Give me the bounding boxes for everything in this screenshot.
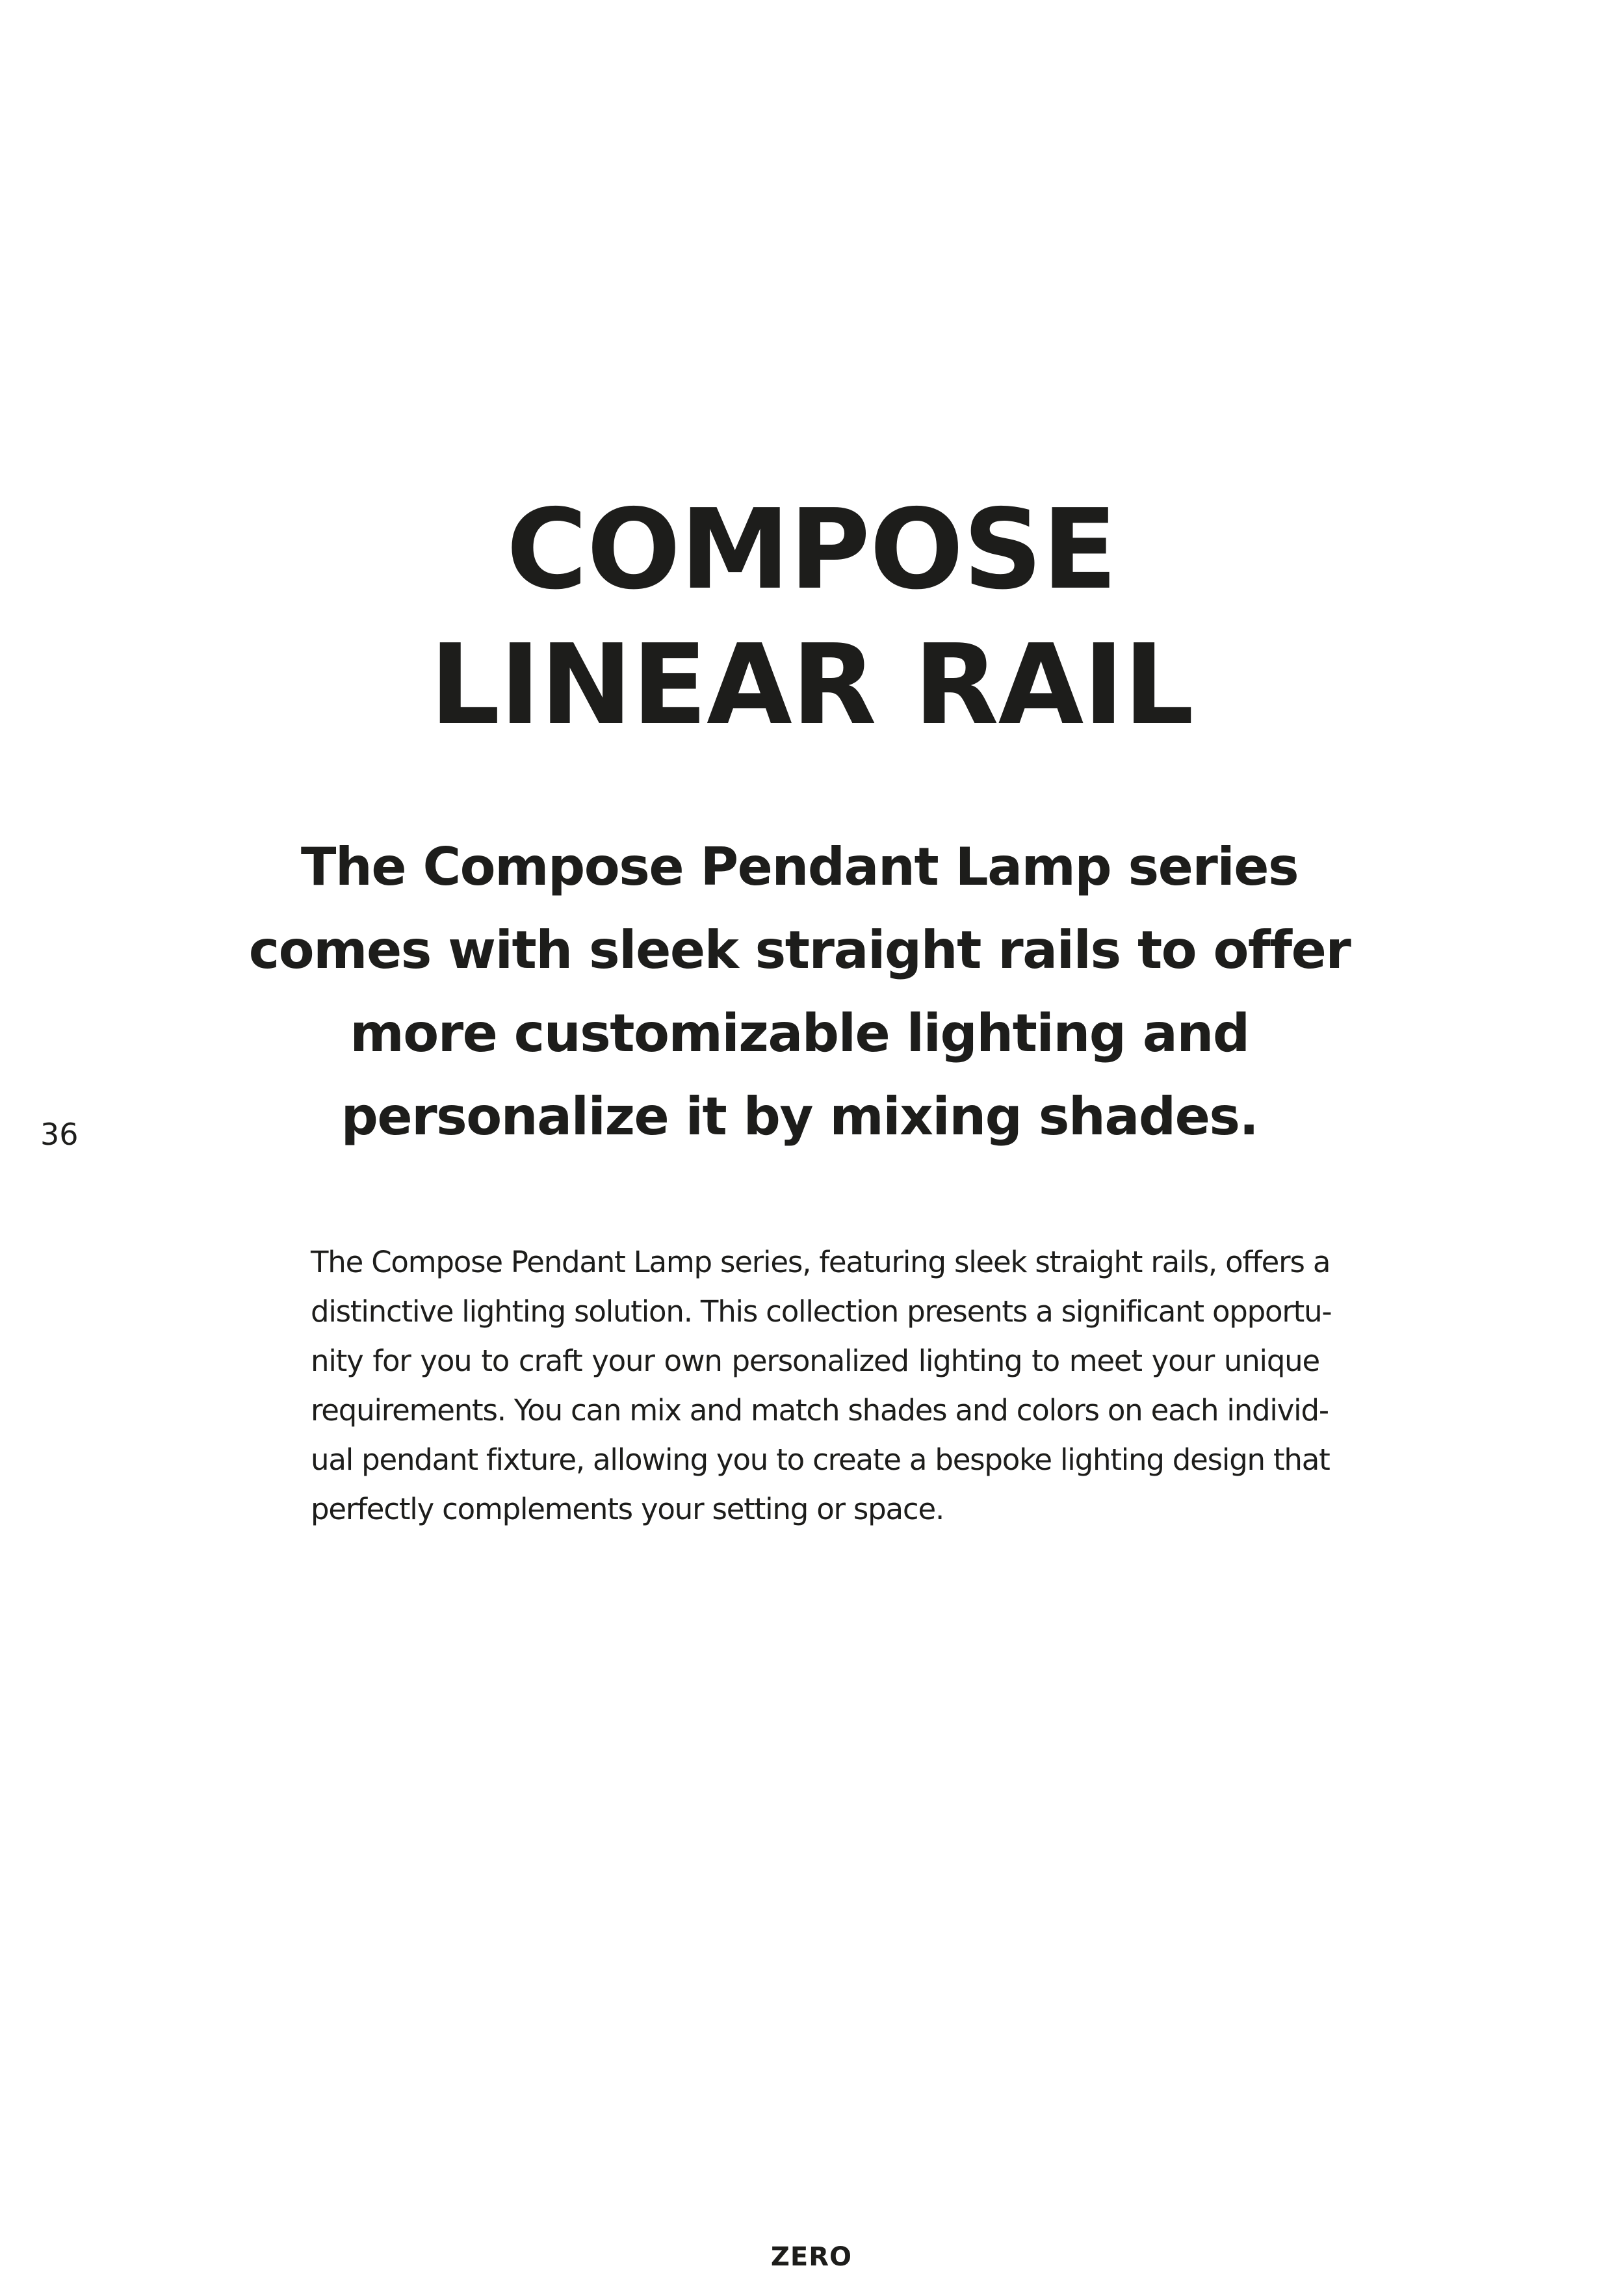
page-title: [0, 482, 1623, 753]
subtitle-lead: The Compose Pendant Lamp series comes with sleek straight rails to offer more customizable lighting and personalize it by mixing shades.: [248, 837, 1351, 1147]
body-line: ual pendant fixture, allowing you to create a bespoke lighting design that: [311, 1442, 1330, 1477]
body-line: The Compose Pendant Lamp series, featuring sleek straight rails, offers a: [311, 1245, 1331, 1279]
body-line: distinctive lighting solution. This collection presents a significant opportu-: [311, 1294, 1332, 1329]
body-line: requirements. You can mix and match shades and colors on each individ-: [311, 1393, 1329, 1428]
body-line: nity for you to craft your own personalized lighting to meet your unique: [311, 1344, 1319, 1378]
body-paragraph: [311, 1238, 1332, 1534]
body-line: perfectly complements your setting or space.: [311, 1492, 944, 1526]
title-line-1: COMPOSE: [506, 486, 1117, 614]
brand-logo: ZERO: [770, 2242, 853, 2272]
title-line-2: LINEAR RAIL: [430, 621, 1193, 750]
page-number: 36: [40, 1117, 79, 1152]
